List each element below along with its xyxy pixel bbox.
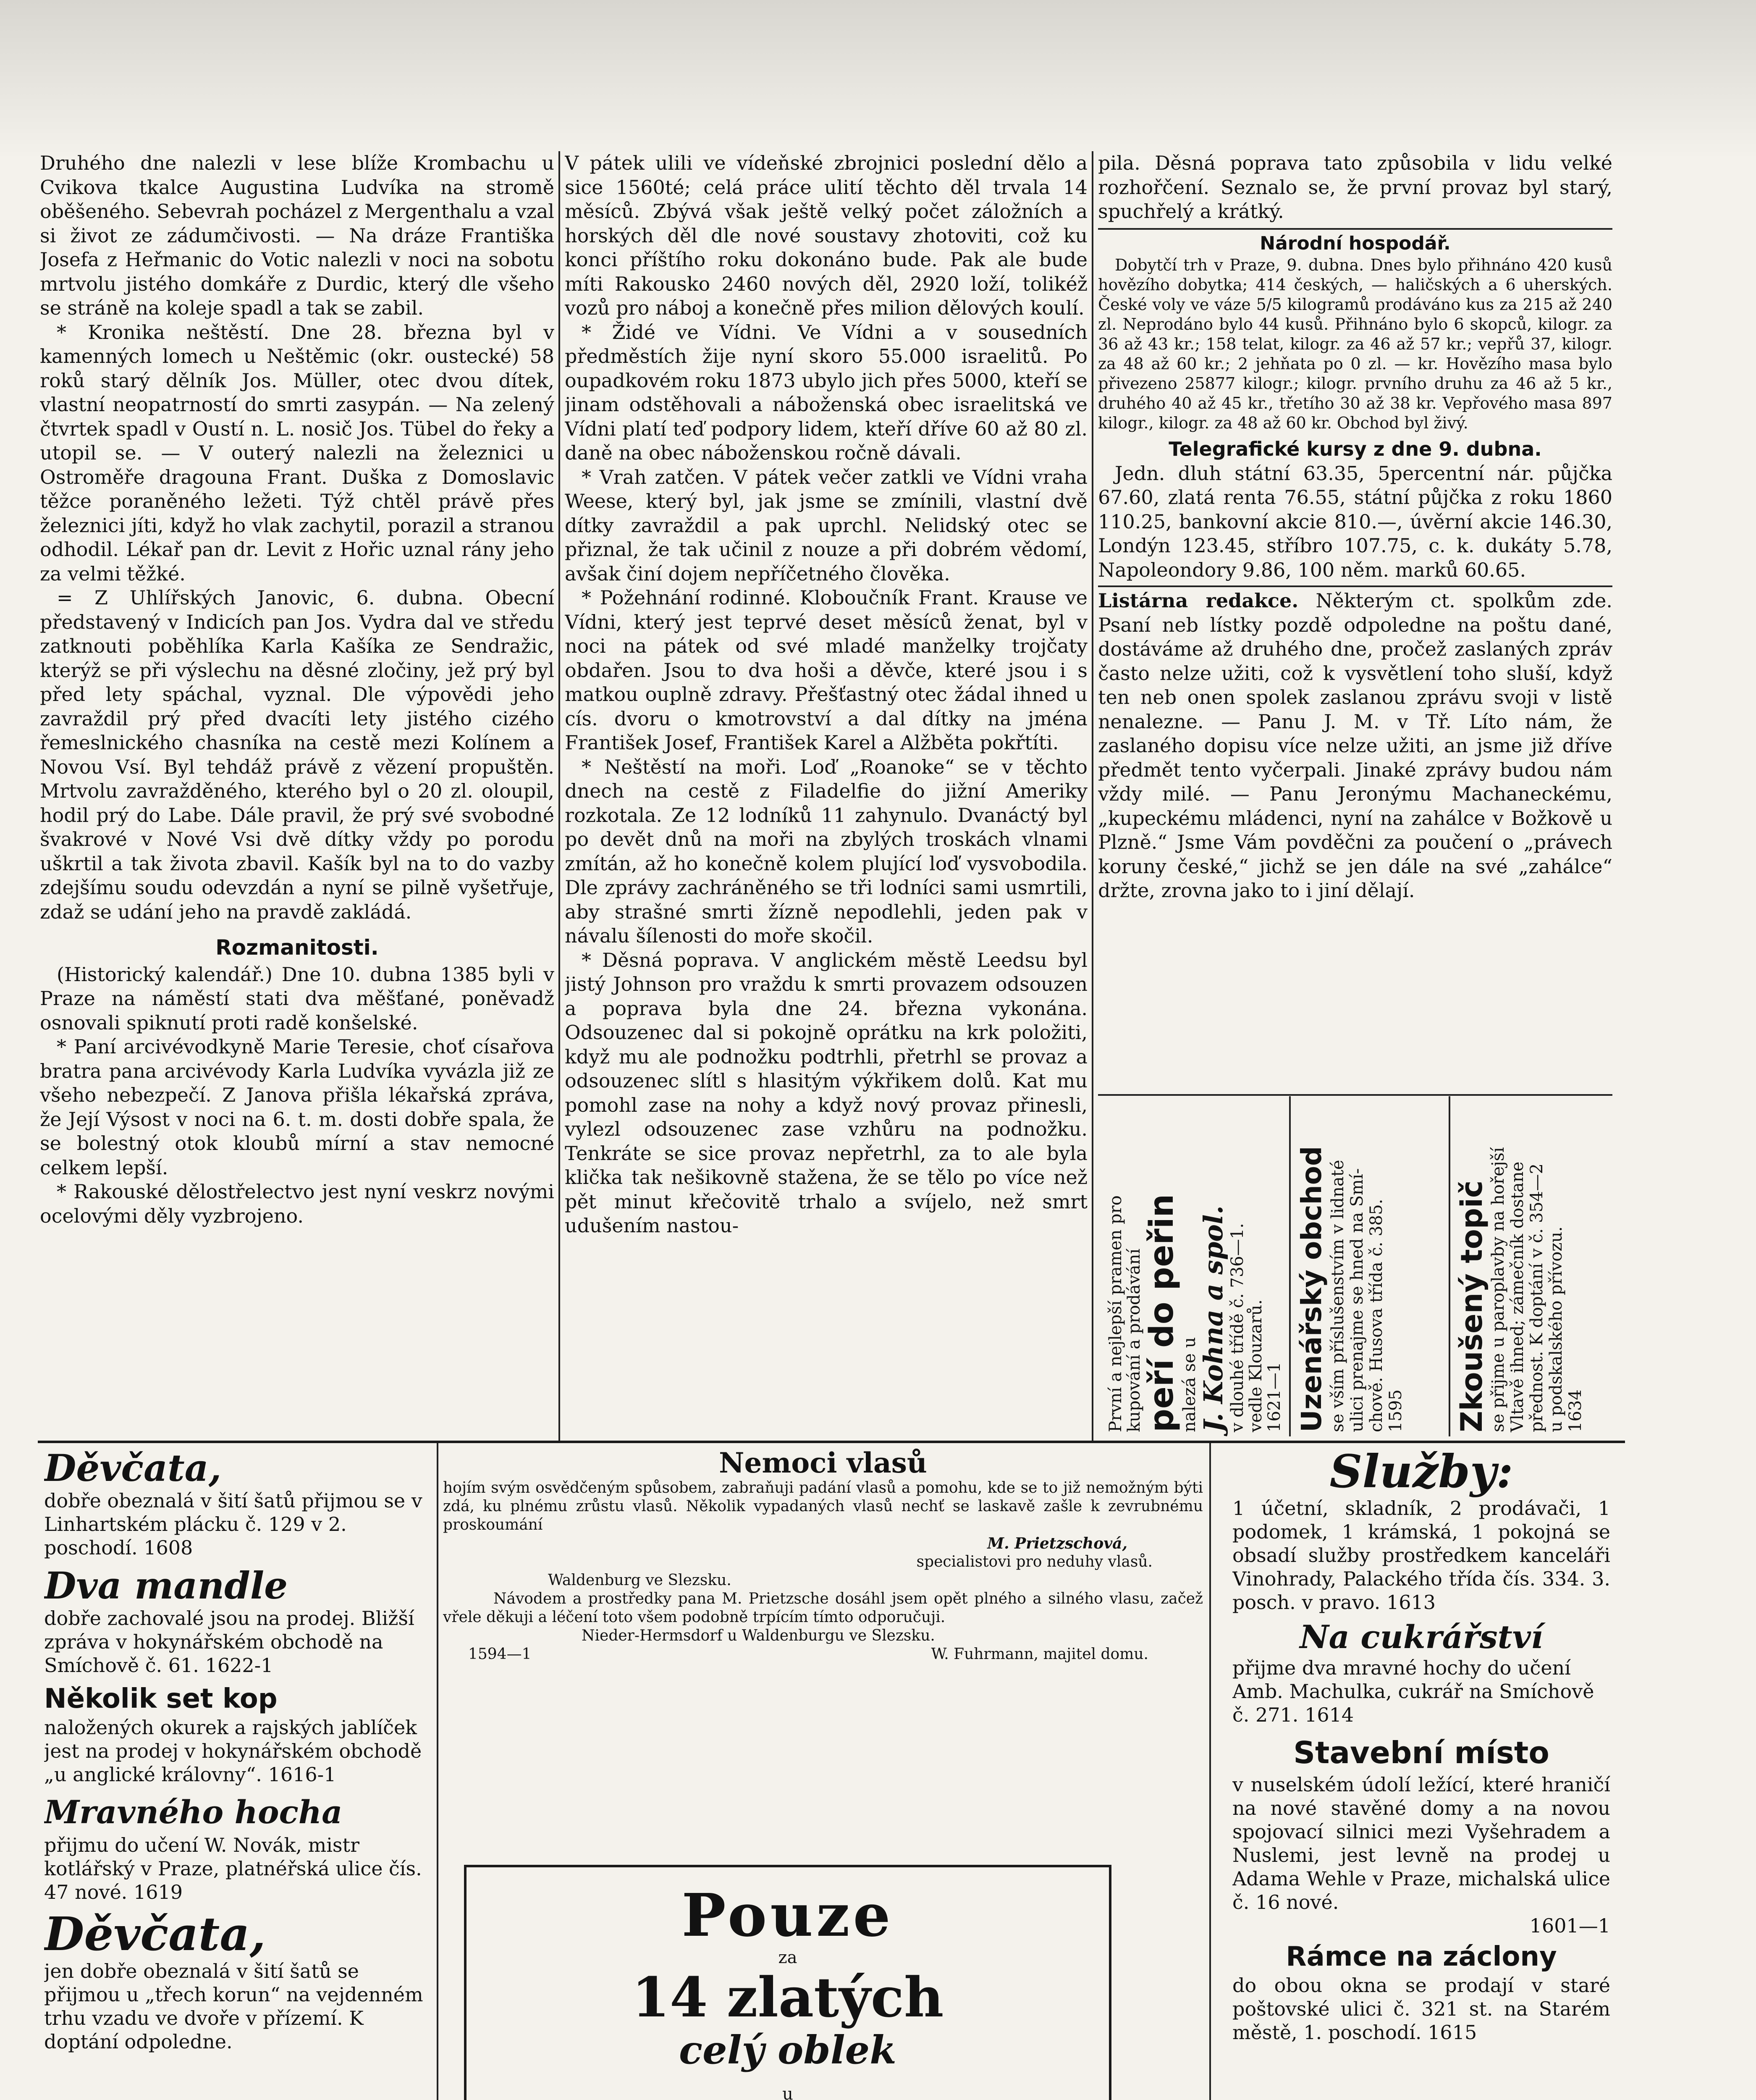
ad-ramce-headline: Rámce na záclony <box>1286 1941 1557 1972</box>
article-kursy: Jedn. dluh státní 63.35, 5percentní nár. půjčka 67.60, zlatá renta 76.55, státní půjčka z roku 1860 110.25, bankovní akcie 810.—, úvěrní akcie 146.30, Londýn 123.45, stříbro 107.75, c. k. dukáty 5.78, Napoleondory 9.86, 100 něm. marků 60.65. <box>1098 462 1612 581</box>
ads-middle-column <box>443 1447 1203 1858</box>
article-pozehnani-rodinne: * Požehnání rodinné. Kloboučník Frant. Krause ve Vídni, který jest teprvé deset měsíců ženat, byl v noci na pátek od své mladé manželky trojčaty obdařen. Jsou to dva hoši a děvče, které jsou i s matkou ouplně zdravy. Přešťastný otec žádal ihned u cís. dvoru o kmotrovství a dal dítky na jména František Josef, František Karel a Alžběta pokřtíti. <box>565 586 1088 754</box>
ad-pouze-headline: Pouze <box>681 1881 894 1950</box>
article-arcivevodkyne: * Paní arcivévodkyně Marie Teresie, choť císařova bratra pana arcivévody Karla Ludvíka vyvázla již ze všeho nebezpečí. Z Janova přišla lékařská zpráva, že Její Výsost v noci na 6. t. m. dosti dobře spala, že se bolestný otok kloubů mírní a stav nemocné celkem lepší. <box>40 1035 554 1179</box>
vertical-ad-divider-1 <box>1289 1096 1291 1436</box>
page-scan-shade <box>0 0 1756 160</box>
ad-devcata-1-text <box>44 1489 435 1559</box>
article-delostrelectvo: * Rakouské dělostřelectvo jest nyní veskrz novými ocelovými děly vyzbrojeno. <box>40 1180 554 1227</box>
ad-dva-mandle-text <box>44 1606 435 1677</box>
ad-okurky-text <box>44 1716 435 1786</box>
ad-nemoci-vlasu-place2: Nieder-Hermsdorf u Waldenburgu ve Slezsku. <box>582 1627 935 1644</box>
ad-uzenar-headline: Uzenářský obchod <box>1295 1146 1328 1432</box>
column-divider-1 <box>558 151 560 1441</box>
column-2 <box>565 151 1088 1438</box>
ad-pouze-frame <box>464 1865 1111 2100</box>
ad-uzenar-line3: chově. Husova třída č. 385. <box>1367 1199 1386 1432</box>
ad-sluzby-body: 1 účetní, skladník, 2 prodávači, 1 podomek, 1 krámská, 1 pokojná se obsadí služby prostředkem kanceláři Vinohrady, Palackého třída čís. 334. 3. posch. v pravo. <box>1232 1497 1610 1614</box>
ad-nemoci-vlasu-body: hojím svým osvědčeným spůsobem, zabraňuji padání vlasů a pomohu, kde se to již nemožným býti zdá, ku plnému zrůstu vlasů. Několik vypadaných vlasů nechť se laskavě zašle k zevrubnému proskoumání <box>443 1479 1203 1533</box>
ad-mravneho-hocha-body: přijmu do učení W. Novák, mistr kotlářský v Praze, platnéřská ulice čís. 47 nové. <box>44 1834 422 1903</box>
article-kronika-nestesti: * Kronika neštěstí. Dne 28. března byl v kamenných lomech u Neštěmic (okr. oustecké) 58 roků starý dělník Jos. Müller, otec dvou dítek, vlastní neopatrností do smrti zasypán. — Na zelený čtvrtek spadl v Oustí n. L. nosič Jos. Tübel do řeky a utopil se. — V outerý nalezli na železnici u Ostroměře dragouna Frant. Duška z Domoslavic těžce poraněného ležeti. Týž chtěl právě přes železnici jíti, když ho vlak zachytil, porazil a stranou odhodil. Lékař pan dr. Levit z Hořic uznal rány jeho za velmi těžké. <box>40 320 554 585</box>
article-uhlirske-janovice: = Z Uhlířských Janovic, 6. dubna. Obecní představený v Indicích pan Jos. Vydra dal ve středu zatknouti poběhlíka Karla Kašíka ze Sendražic, kterýž se při výslechu na děsné zločiny, jež prý byl před lety spáchal, vyznal. Dle výpovědi jeho zavraždil prý před dvacíti lety jistého cizého řemeslnického chasníka na cestě mezi Kolínem a Novou Vsí. Byl tehdáž právě z vězení propuštěn. Mrtvolu zavražděného, kterého byl o 20 zl. oloupil, hodil prý do Labe. Dále pravil, že prý své svobodné švakrové v Nové Vsi dvě dítky vždy po porodu uškrtil a tak života zbavil. Kašík byl na to do vazby zdejšímu soudu odevzdán a nyní se pilně vyšetřuje, zdaž se udání jeho na pravdě zakládá. <box>40 586 554 923</box>
ad-zkouseny-topic <box>1455 1100 1610 1432</box>
ads-divider-2 <box>1209 1443 1211 2100</box>
ad-nemoci-vlasu-testimonial: Návodem a prostředky pana M. Prietzsche dosáhl jsem opět plného a silného vlasu, začež vřele děkuji a léčení toto všem podobně trpícím tímto odporučuji. <box>443 1590 1203 1626</box>
column-3 <box>1098 151 1612 1092</box>
rule-vertical-ads <box>1098 1094 1612 1096</box>
article-krombach: Druhého dne nalezli v lese blíže Krombachu u Cvikova tkalce Augustina Ludvíka na stromě oběšeného. Sebevrah pocházel z Mergenthalu a vzal si život ze zádumčivosti. — Na dráze Františka Josefa z Heřmanic do Votic nalezli v noci na sobotu mrtvolu jistého domkáře z Durdic, který dle všeho se stráně na koleje spadl a tak se zabil. <box>40 152 554 319</box>
ad-okurky-headline: Několik set kop <box>44 1683 278 1714</box>
ad-peri-line4: v dlouhé třídě č. 736—1. <box>1228 1223 1247 1432</box>
ad-pouze-za: za <box>778 1948 797 1967</box>
ad-devcata-2-headline: Děvčata, <box>44 1907 266 1961</box>
ad-cukrarstvi-number: 1614 <box>1305 1704 1354 1726</box>
article-vrah-zatcen: * Vrah zatčen. V pátek večer zatkli ve Vídni vraha Weese, který byl, jak jsme se zmínili, vlastní dvě dítky zavraždil a pak uprchl. Nelidský otec se přiznal, že tak učinil z nouze a při dobrém vědomí, avšak činí dojem nepříčetného člověka. <box>565 465 1088 585</box>
article-dobytci-trh: Dobytčí trh v Praze, 9. dubna. Dnes bylo přihnáno 420 kusů hovězího dobytka; 414 českých, — haličských a 6 uherských. České voly ve váze 5/5 kilogramů prodáváno kus za 215 až 240 zl. Neprodáno bylo 44 kusů. Přihnáno bylo 6 skopců, kilogr. za 36 až 43 kr.; 158 telat, kilogr. za 46 až 57 kr.; vepřů 37, kilogr. za 48 až 60 kr.; 2 jehňata po 0 zl. — kr. Hovězího masa bylo přivezeno 25877 kilogr.; kilogr. prvního druhu za 46 až 5 kr., druhého 40 až 45 kr., třetího 30 až 38 kr. Vepřového masa 897 kilogr., kilogr. za 48 až 60 kr. Obchod byl živý. <box>1098 256 1612 432</box>
ad-peri-line5: vedle Klouzarů. <box>1246 1299 1266 1432</box>
ad-mravneho-hocha-number: 1619 <box>133 1881 183 1903</box>
ad-nemoci-vlasu-headline: Nemoci vlasů <box>719 1447 927 1479</box>
ad-okurky-number: 1616-1 <box>268 1763 336 1786</box>
ad-pouze-u: u <box>782 2084 793 2100</box>
ad-uzenar-line2: ulici prenajme se hned na Smí- <box>1347 1168 1367 1432</box>
ad-peri-headline: peří do peřin <box>1143 1194 1181 1432</box>
ad-dva-mandle-number: 1622-1 <box>205 1654 273 1677</box>
rule-listarna <box>1098 585 1612 587</box>
ad-nemoci-vlasu-signature-title: specialistovi pro neduhy vlasů. <box>916 1553 1153 1570</box>
ads-divider-1 <box>437 1443 438 2100</box>
column-divider-2 <box>1092 151 1093 1441</box>
article-poprava-cont: pila. Děsná poprava tato způsobila v lidu velké rozhořčení. Seznalo se, že první provaz byl starý, spuchřelý a krátký. <box>1098 152 1612 223</box>
article-delo: V pátek ulili ve vídeňské zbrojnici poslední dělo a sice 1560té; celá práce ulití těchto děl trvala 14 měsíců. Zbývá však ještě velký počet záložních a horských děl dle nové soustavy zhotoviti, což ku konci příštího roku dokonáno bude. Pak ale bude míti Rakousko 2460 nových děl, 2920 loží, tolikéž vozů pro náboj a konečně přes milion dělových koulí. <box>565 152 1088 319</box>
ad-cukrarstvi-body: přijme dva mravné hochy do učení Amb. Machulka, cukrář na Smíchově č. 271. <box>1232 1656 1594 1726</box>
column-1 <box>40 151 554 1438</box>
ad-peri-number: 1621—1 <box>1265 1362 1284 1432</box>
article-historicky-kalendar: (Historický kalendář.) Dne 10. dubna 1385 byli v Praze na náměstí stati dva měšťané, poněvadž osnovali spiknutí proti radě konšelské. <box>40 963 554 1034</box>
ad-sluzby-number: 1613 <box>1386 1591 1436 1614</box>
ad-topic-number: 1634 <box>1566 1389 1585 1432</box>
ad-nemoci-vlasu-signature2: W. Fuhrmann, majitel domu. <box>931 1646 1148 1663</box>
ad-topic-line3: přednost. K doptání v č. 354—2 <box>1527 1163 1546 1432</box>
ad-devcata-2-body: jen dobře obeznalá v šití šatů se přijmou u „třech korun“ na vejdenném trhu vzadu ve dvoře v přízemí. K doptání odpoledne. <box>44 1960 423 2053</box>
ad-topic-line1: se přijme u paroplavby na hořejší <box>1489 1147 1508 1432</box>
ad-topic-line4: u podskalského přívozu. <box>1546 1226 1566 1432</box>
ad-topic-line2: Vltavě ihned; zámečník dostane <box>1508 1161 1527 1432</box>
ads-left-column <box>44 1447 435 2100</box>
section-heading-rozmanitosti: Rozmanitosti. <box>215 935 379 960</box>
ad-stavebni-misto-number: 1601—1 <box>1529 1914 1610 1937</box>
vertical-ads-area <box>1098 1096 1612 1436</box>
ad-nemoci-vlasu-footer <box>443 1645 1203 1664</box>
ad-topic-headline: Zkoušený topič <box>1455 1180 1489 1432</box>
ad-peri-line3: nalezá se u <box>1180 1337 1199 1432</box>
ad-peri-line2: kupování a prodávání <box>1124 1248 1144 1432</box>
ad-peri-name: J. Kohna a spol. <box>1198 1205 1229 1432</box>
ad-devcata-1-body: dobře obeznalá v šití šatů přijmou se v Linhartském plácku č. 129 v 2. poschodí. <box>44 1489 422 1559</box>
ad-peri-line1: První a nejlepší pramen pro <box>1106 1195 1125 1432</box>
ad-sluzby-headline: Služby: <box>1329 1447 1513 1498</box>
ad-ramce-number: 1615 <box>1428 2021 1477 2044</box>
ads-right-column <box>1232 1447 1610 2100</box>
ad-uzenar-line1: se vším příslušenstvím v lidnaté <box>1328 1160 1347 1432</box>
ad-dva-mandle-body: dobře zachovalé jsou na prodej. Bližší zpráva v hokynářském obchodě na Smíchově č. 61. <box>44 1607 414 1677</box>
vertical-ad-divider-2 <box>1449 1096 1450 1436</box>
ad-okurky-body: naložených okurek a rajských jablíček jest na prodej v hokynářském obchodě „u anglické královny“. <box>44 1716 422 1786</box>
ad-uzenarsky-obchod <box>1295 1100 1447 1432</box>
listarna-text: Některým ct. spolkům zde. Psaní neb lístky pozdě odpoledne na poštu dané, dostáváme až druhého dne, pročež zaslaných zpráv často nelze užiti, což k vysvětlení toho sluší, když ten neb onen spolek zaslanou zprávu svoji v listě nenalezne. — Panu J. M. v Tř. Líto nám, že zaslaného dopisu více nelze užiti, an jsme již dříve předmět tento vyčerpali. Jinaké zprávy budou nám vždy milé. — Panu Jeronýmu Machaneckému, „kupeckému mládenci, nyní na zahálce v Božkově u Plzně.“ Jsme Vám povděčni za poučení o „právech koruny české,“ jichž se jen dále na své „zahálce“ držte, zrovna jako to i jiní dělají. <box>1098 589 1612 902</box>
article-nestesti-na-mori: * Neštěstí na moři. Loď „Roanoke“ se v těchto dnech na cestě z Filadelfie do jižní Ameriky rozkotala. Ze 12 lodníků 11 zahynulo. Dvanáctý byl po devět dnů na moři na zbylých troskách vlnami zmítán, až ho konečně kolem plující loď vysvobodila. Dle zprávy zachráněného se tři lodníci sami usmrtili, aby strašné smrti žízně nepodlehli, jeden pak v návalu šílenosti do moře skočil. <box>565 755 1088 947</box>
ad-dva-mandle-headline: Dva mandle <box>44 1564 288 1607</box>
ad-pouze-oblek: celý oblek <box>679 2027 896 2073</box>
article-listarna <box>1098 589 1612 903</box>
section-heading-listarna: Listárna redakce. <box>1098 589 1299 612</box>
ad-cukrarstvi-text <box>1232 1656 1610 1727</box>
ad-ramce-body: do obou okna se prodají v staré poštovské ulici č. 321 st. na Starém městě, 1. poschodí. <box>1232 1974 1610 2044</box>
rule-hospodar <box>1098 228 1612 230</box>
ad-mravneho-hocha-text <box>44 1833 435 1904</box>
ad-devcata-1-headline: Děvčata, <box>44 1447 222 1490</box>
ad-peri-do-perin <box>1106 1100 1287 1432</box>
ad-stavebni-misto-body: v nuselském údolí ležící, které hraničí na nové stavěné domy a na novou spojovací silnici mezi Vyšehradem a Nuslemi, jest levně na prodej u Adama Wehle v Praze, michalská ulice č. 16 nové. <box>1232 1773 1610 1914</box>
ad-nemoci-vlasu-number: 1594—1 <box>468 1646 532 1663</box>
ad-devcata-1-number: 1608 <box>144 1536 193 1559</box>
section-heading-hospodar: Národní hospodář. <box>1260 232 1451 254</box>
article-zide-ve-vidni: * Židé ve Vídni. Ve Vídni a v sousedních předměstích žije nyní skoro 55.000 israelitů. Po oupadkovém roku 1873 ubylo jich přes 5000, kteří se jinam odstěhovali a náboženská obec israelitská ve Vídni platí teď podpory lidem, kteří dříve 60 až 80 zl. daně na obec náboženskou ročně dávali. <box>565 320 1088 464</box>
article-desna-poprava: * Děsná poprava. V anglickém městě Leedsu byl jistý Johnson pro vraždu k smrti provazem odsouzen a poprava byla dne 24. března vykonána. Odsouzenec dal si pokojně oprátku na krk položiti, když mu ale podnožku podtrhli, přetrhl se provaz a odsouzenec slítl s hlasitým výkřikem dolů. Kat mu pomohl zase na nohy a když nový provaz přinesli, vylezl odsouzenec zase vzhůru na podnožku. Tenkráte se sice provaz nepřetrhl, za to ale byla klička tak nešikovně stažena, že se tělo po více než pět minut křečovitě trhalo a svíjelo, než smrt udušením nastou- <box>565 948 1088 1237</box>
ad-ramce-text <box>1232 1974 1610 2044</box>
ad-nemoci-vlasu-signature: M. Prietzschová, <box>987 1535 1127 1552</box>
ad-nemoci-vlasu-place: Waldenburg ve Slezsku. <box>548 1572 731 1589</box>
ad-cukrarstvi-headline: Na cukrářství <box>1300 1618 1543 1656</box>
ad-sluzby-text <box>1232 1496 1610 1614</box>
ad-uzenar-number: 1595 <box>1386 1389 1405 1432</box>
section-heading-kursy: Telegrafické kursy z dne 9. dubna. <box>1169 438 1542 460</box>
ad-stavebni-misto-headline: Stavební místo <box>1293 1735 1549 1770</box>
ad-mravneho-hocha-headline: Mravného hocha <box>44 1793 343 1831</box>
ads-section-rule <box>38 1441 1625 1443</box>
ad-pouze-price: 14 zlatých <box>632 1965 944 2029</box>
